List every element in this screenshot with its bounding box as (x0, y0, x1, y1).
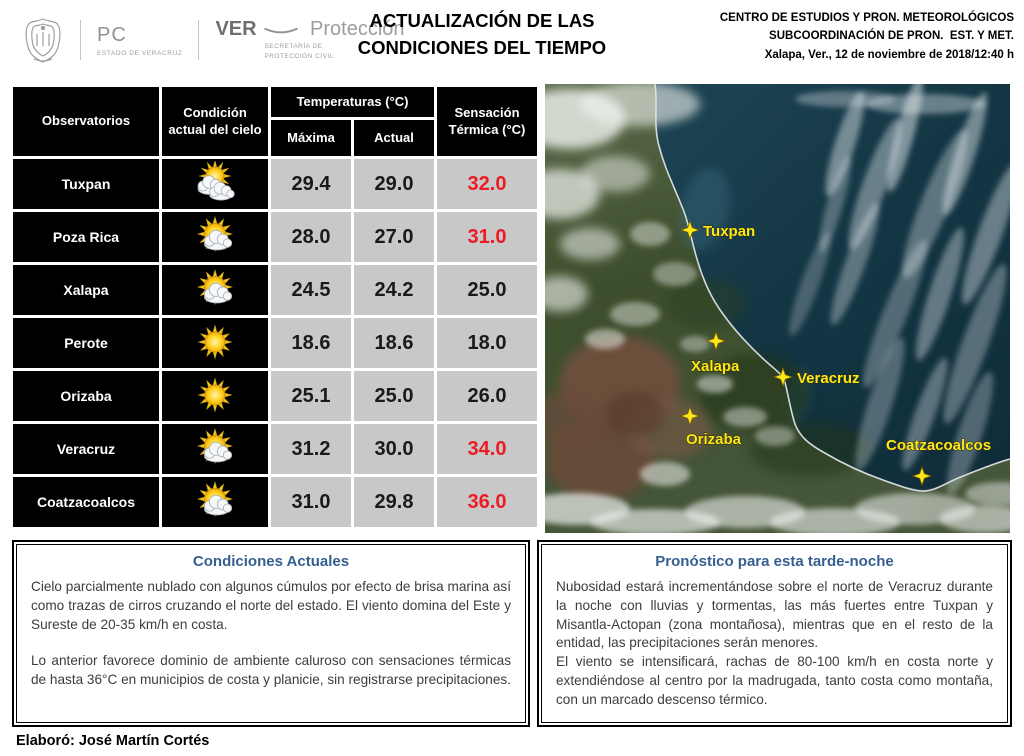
current-conditions-paragraph-2: Lo anterior favorece dominio de ambiente caluroso con sensaciones térmicas de hasta 36°C en municipios de costa y planicie, sin registrarse precipitaciones. (31, 653, 511, 687)
city-label: Coatzacoalcos (886, 437, 992, 454)
sun-and-cloud-icon (162, 424, 268, 474)
sensacion-termica: 26.0 (437, 371, 537, 421)
current-conditions-paragraph-1: Cielo parcialmente nublado con algunos cúmulos por efecto de brisa marina así como trazas de cirros cruzando el norte del estado. El viento domina del Este y Sureste de 20-35 km/h en costa. (31, 579, 511, 632)
org-date-line: Xalapa, Ver., 12 de noviembre de 2018/12:40 h (764, 48, 1014, 61)
page-title-line2: CONDICIONES DEL TIEMPO (357, 36, 607, 58)
city-label: Tuxpan (703, 223, 756, 240)
col-header-actual: Actual (354, 120, 434, 156)
temp-maxima: 31.2 (271, 424, 351, 474)
sensacion-termica: 25.0 (437, 265, 537, 315)
table-row (13, 265, 537, 315)
temp-actual: 30.0 (354, 424, 434, 474)
forecast-title: Pronóstico para esta tarde-noche (655, 553, 894, 570)
forecast-paragraph-1: Nubosidad estará incrementándose sobre el norte de Veracruz durante la noche con lluvias y tormentas, las más fuertes entre Tuxpan y Misantla-Actopan (zona montañosa), mientras que en el resto de la entidad, las precipitaciones serán menores. (556, 579, 993, 651)
temp-actual: 27.0 (354, 212, 434, 262)
org-line2: SUBCOORDINACIÓN DE PRON. EST. Y MET. (769, 30, 1014, 43)
forecast-paragraph-2: El viento se intensificará, rachas de 80-100 km/h en costa norte y extendiéndose al centro por la madrugada, tanto costa como montaña, con un marcado descenso térmico. (556, 654, 993, 707)
table-row (13, 424, 537, 474)
pc-logo (97, 24, 182, 57)
page-title-line1: ACTUALIZACIÓN DE LAS (369, 10, 595, 31)
pc-logo-subtext: ESTADO DE VERACRUZ (97, 49, 183, 57)
col-header-temperaturas: Temperaturas (°C) (271, 87, 434, 117)
current-conditions-box (12, 540, 530, 727)
temp-maxima: 28.0 (271, 212, 351, 262)
temp-actual: 29.0 (354, 159, 434, 209)
pc-logo-text: PC (97, 23, 127, 46)
observatory-name: Poza Rica (13, 212, 159, 262)
page-title (332, 8, 632, 62)
temp-maxima: 24.5 (271, 265, 351, 315)
city-label: Orizaba (686, 431, 742, 448)
temp-maxima: 29.4 (271, 159, 351, 209)
temp-maxima: 25.1 (271, 371, 351, 421)
observatory-name: Perote (13, 318, 159, 368)
sunny-icon (162, 318, 268, 368)
temp-maxima: 18.6 (271, 318, 351, 368)
logo-divider (198, 20, 199, 60)
sensacion-termica: 18.0 (437, 318, 537, 368)
table-row (13, 371, 537, 421)
observatory-name: Xalapa (13, 265, 159, 315)
table-row (13, 212, 537, 262)
col-header-maxima: Máxima (271, 120, 351, 156)
temp-actual: 29.8 (354, 477, 434, 527)
ver-swoosh-icon (261, 28, 301, 35)
table-row (13, 159, 537, 209)
org-header (720, 9, 1014, 64)
observatory-name: Tuxpan (13, 159, 159, 209)
table-row (13, 477, 537, 527)
sun-behind-clouds-icon (162, 159, 268, 209)
proteccion-logo-text: Protección (310, 17, 405, 40)
col-header-observatorios: Observatorios (13, 87, 159, 156)
observatory-name: Coatzacoalcos (13, 477, 159, 527)
temp-actual: 18.6 (354, 318, 434, 368)
ver-logo-text: VER (215, 19, 301, 40)
weather-table-header (13, 87, 537, 156)
temp-actual: 24.2 (354, 265, 434, 315)
observatory-name: Orizaba (13, 371, 159, 421)
col-header-condicion: Condición actual del cielo (162, 87, 268, 156)
sensacion-termica: 32.0 (437, 159, 537, 209)
veracruz-crest-icon (22, 16, 64, 64)
sensacion-termica: 34.0 (437, 424, 537, 474)
logo-divider (80, 20, 81, 60)
col-header-sensacion: Sensación Térmica (°C) (437, 87, 537, 156)
table-row (13, 318, 537, 368)
current-conditions-title: Condiciones Actuales (192, 553, 350, 570)
forecast-box (537, 540, 1012, 727)
sensacion-termica: 36.0 (437, 477, 537, 527)
sun-and-cloud-icon (162, 477, 268, 527)
org-line1: CENTRO DE ESTUDIOS Y PRON. METEOROLÓGICOS (719, 12, 1014, 24)
temp-actual: 25.0 (354, 371, 434, 421)
sensacion-termica: 31.0 (437, 212, 537, 262)
city-label: Xalapa (691, 358, 740, 375)
city-label: Veracruz (797, 370, 860, 387)
elaborated-by: Elaboró: José Martín Cortés (16, 733, 210, 749)
weather-table (10, 84, 540, 530)
satellite-map (545, 84, 1010, 533)
weather-table-body (13, 159, 537, 527)
observatory-name: Veracruz (13, 424, 159, 474)
sunny-icon (162, 371, 268, 421)
secretaria-subtext: SECRETARÍA DE PROTECCIÓN CIVIL (264, 42, 334, 60)
sun-and-cloud-icon (162, 212, 268, 262)
sun-and-cloud-icon (162, 265, 268, 315)
temp-maxima: 31.0 (271, 477, 351, 527)
